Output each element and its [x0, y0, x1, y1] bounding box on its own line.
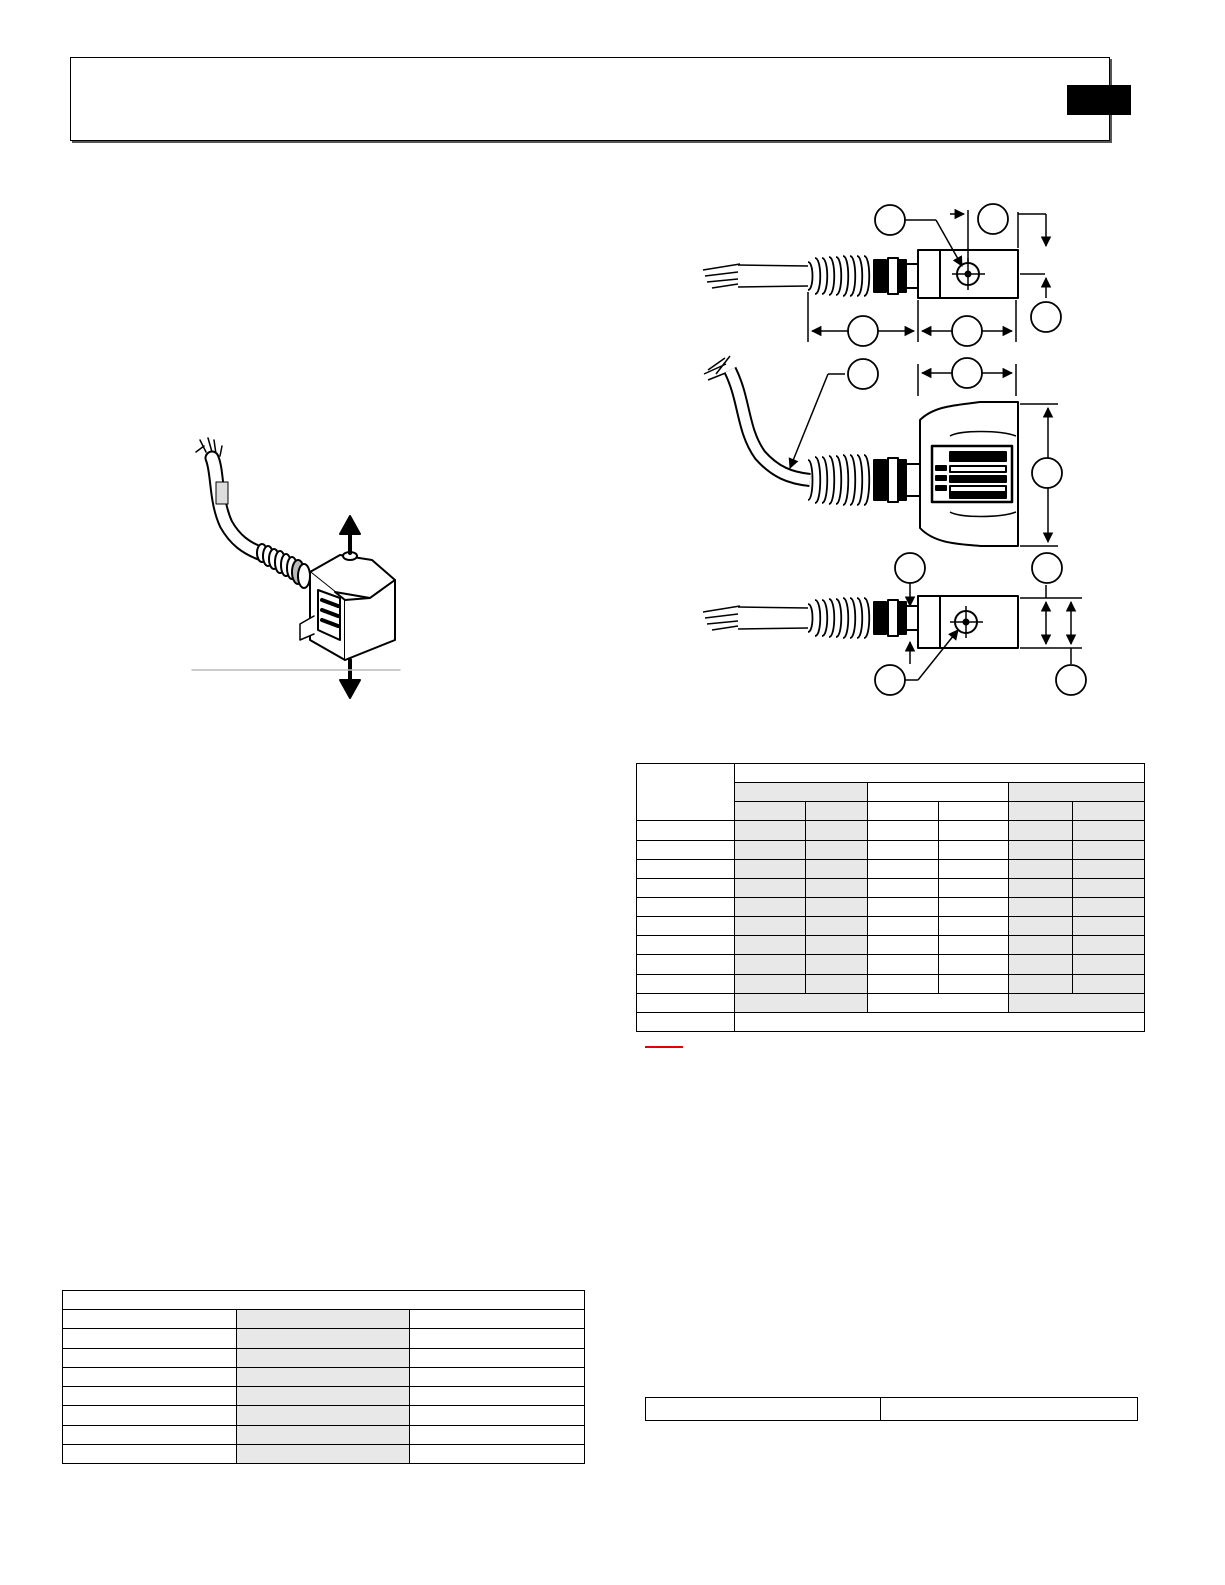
- table-cell: [868, 802, 939, 821]
- table-cell: [806, 955, 868, 974]
- table-cell: [735, 859, 806, 878]
- red-note-mark: [645, 1046, 683, 1048]
- table-cell: [237, 1329, 410, 1348]
- table-cell: [1009, 821, 1073, 840]
- table-cell: [1009, 802, 1073, 821]
- callout-circle: [848, 316, 878, 346]
- table-cell: [881, 1398, 1138, 1421]
- table-row: [637, 974, 1145, 993]
- callout-circle: [952, 358, 982, 388]
- callout-circle: [978, 204, 1008, 234]
- table-cell: [939, 840, 1009, 859]
- table-cell: [939, 955, 1009, 974]
- table-cell: [735, 764, 1145, 783]
- bottom-view: [703, 596, 1082, 648]
- table-cell: [1009, 917, 1073, 936]
- table-cell: [1073, 897, 1145, 916]
- table-cell: [1009, 993, 1145, 1012]
- table-cell: [646, 1398, 881, 1421]
- table-row: [637, 1012, 1145, 1031]
- table-cell: [637, 993, 735, 1012]
- table-row: [63, 1444, 585, 1463]
- table-cell: [868, 821, 939, 840]
- table-cell: [63, 1444, 237, 1463]
- callout-circle: [875, 665, 905, 695]
- table-cell: [806, 878, 868, 897]
- table-cell: [806, 859, 868, 878]
- table-cell: [637, 821, 735, 840]
- table-row: [637, 917, 1145, 936]
- product-illustration: [185, 430, 415, 705]
- table-cell: [735, 840, 806, 859]
- table-cell: [237, 1310, 410, 1329]
- table-cell: [637, 878, 735, 897]
- table-cell: [1009, 840, 1073, 859]
- table-cell: [1009, 897, 1073, 916]
- table-cell: [939, 917, 1009, 936]
- table-cell: [410, 1329, 585, 1348]
- side-view: [704, 356, 1058, 546]
- header-tab: [1067, 85, 1131, 115]
- table-cell: [868, 917, 939, 936]
- table-cell: [735, 955, 806, 974]
- table-cell: [735, 897, 806, 916]
- table-row: [63, 1367, 585, 1386]
- table-cell: [637, 917, 735, 936]
- table-cell: [1073, 821, 1145, 840]
- table-cell: [410, 1406, 585, 1425]
- table-cell: [868, 783, 1009, 802]
- specifications-table: [62, 1290, 585, 1464]
- table-cell: [1009, 783, 1145, 802]
- table-cell: [939, 821, 1009, 840]
- table-cell: [637, 936, 735, 955]
- table-cell: [410, 1310, 585, 1329]
- callout-circle: [1032, 458, 1062, 488]
- table-cell: [237, 1367, 410, 1386]
- table-cell: [868, 897, 939, 916]
- table-cell: [63, 1425, 237, 1444]
- table-cell: [1073, 840, 1145, 859]
- table-cell: [637, 897, 735, 916]
- table-row: [646, 1398, 1138, 1421]
- table-cell: [1073, 859, 1145, 878]
- table-row: [637, 840, 1145, 859]
- table-cell: [63, 1406, 237, 1425]
- footer-table: [645, 1397, 1138, 1421]
- table-cell: [410, 1387, 585, 1406]
- table-cell: [806, 840, 868, 859]
- table-row: [637, 897, 1145, 916]
- table-cell: [1073, 878, 1145, 897]
- callout-circle: [1032, 553, 1062, 583]
- callout-circle: [895, 553, 925, 583]
- table-cell: [806, 974, 868, 993]
- table-cell: [939, 936, 1009, 955]
- table-cell: [1073, 802, 1145, 821]
- top-view: [703, 250, 1045, 298]
- table-cell: [868, 974, 939, 993]
- table-cell: [237, 1444, 410, 1463]
- table-row: [63, 1329, 585, 1348]
- table-cell: [1073, 917, 1145, 936]
- table-cell: [63, 1310, 237, 1329]
- table-cell: [237, 1348, 410, 1367]
- table-cell: [868, 840, 939, 859]
- table-cell: [735, 936, 806, 955]
- table-cell: [63, 1291, 585, 1310]
- table-cell: [939, 897, 1009, 916]
- table-row: [637, 821, 1145, 840]
- table-row: [63, 1425, 585, 1444]
- table-cell: [868, 955, 939, 974]
- table-cell: [806, 936, 868, 955]
- table-cell: [1009, 936, 1073, 955]
- table-cell: [806, 897, 868, 916]
- dimensions-table: [636, 763, 1145, 1032]
- table-cell: [1073, 955, 1145, 974]
- table-cell: [637, 1012, 735, 1031]
- table-cell: [237, 1406, 410, 1425]
- table-cell: [637, 764, 735, 821]
- callout-circle: [875, 205, 905, 235]
- table-cell: [868, 859, 939, 878]
- table-cell: [63, 1329, 237, 1348]
- table-cell: [735, 917, 806, 936]
- table-cell: [806, 821, 868, 840]
- table-cell: [1073, 936, 1145, 955]
- table-row: [637, 955, 1145, 974]
- table-cell: [868, 936, 939, 955]
- table-row: [63, 1310, 585, 1329]
- table-cell: [735, 974, 806, 993]
- table-cell: [237, 1387, 410, 1406]
- table-cell: [637, 955, 735, 974]
- table-row: [63, 1387, 585, 1406]
- table-cell: [637, 974, 735, 993]
- table-cell: [735, 993, 868, 1012]
- table-cell: [735, 1012, 1145, 1031]
- table-cell: [806, 917, 868, 936]
- table-cell: [939, 974, 1009, 993]
- table-row: [63, 1406, 585, 1425]
- table-cell: [939, 878, 1009, 897]
- callout-circle: [952, 316, 982, 346]
- table-row: [637, 878, 1145, 897]
- table-cell: [63, 1367, 237, 1386]
- header-frame: [70, 57, 1110, 141]
- table-cell: [410, 1348, 585, 1367]
- table-cell: [868, 878, 939, 897]
- table-cell: [63, 1348, 237, 1367]
- table-cell: [237, 1425, 410, 1444]
- table-cell: [939, 802, 1009, 821]
- table-row: [637, 859, 1145, 878]
- table-cell: [1073, 974, 1145, 993]
- table-row: [637, 936, 1145, 955]
- dimension-drawing: [695, 195, 1090, 700]
- table-cell: [1009, 955, 1073, 974]
- table-cell: [637, 859, 735, 878]
- table-cell: [410, 1444, 585, 1463]
- table-cell: [806, 802, 868, 821]
- table-cell: [1009, 974, 1073, 993]
- table-cell: [735, 783, 868, 802]
- table-cell: [735, 802, 806, 821]
- table-cell: [939, 859, 1009, 878]
- table-cell: [1009, 878, 1073, 897]
- table-row: [637, 993, 1145, 1012]
- callout-circle: [1056, 665, 1086, 695]
- table-cell: [735, 821, 806, 840]
- table-row: [63, 1348, 585, 1367]
- table-cell: [735, 878, 806, 897]
- table-cell: [868, 993, 1009, 1012]
- table-cell: [637, 840, 735, 859]
- callout-circle: [848, 359, 878, 389]
- table-cell: [410, 1367, 585, 1386]
- table-cell: [63, 1387, 237, 1406]
- callout-circle: [1031, 302, 1061, 332]
- table-cell: [1009, 859, 1073, 878]
- table-cell: [410, 1425, 585, 1444]
